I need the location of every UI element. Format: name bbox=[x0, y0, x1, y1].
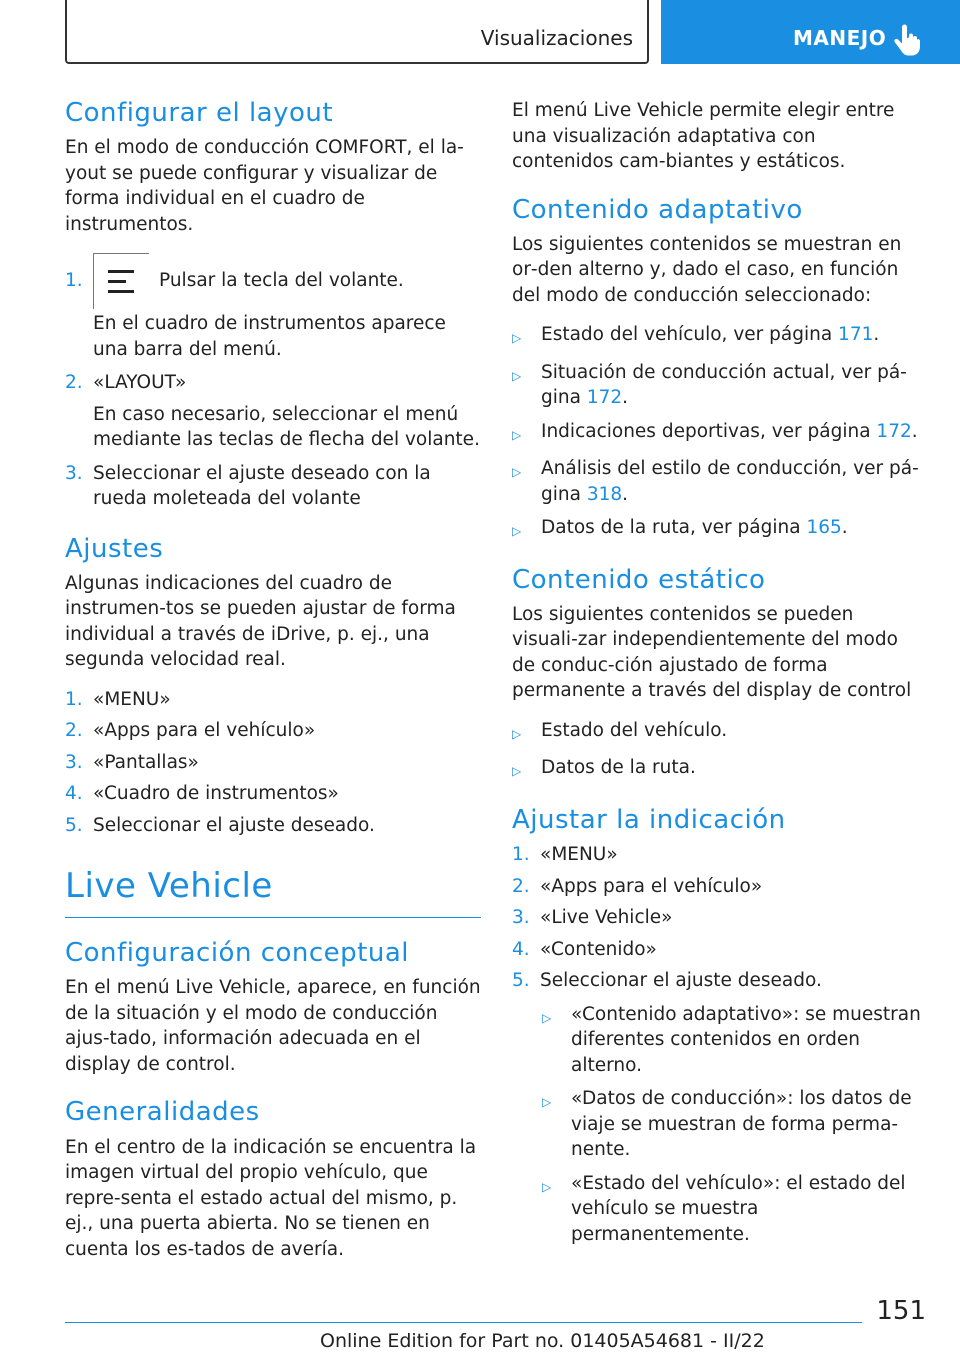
step-number: 3. bbox=[512, 907, 530, 929]
header-section-label: Visualizaciones bbox=[480, 26, 633, 50]
list-item bbox=[65, 750, 481, 776]
section-title-layout: Configurar el layout bbox=[65, 98, 334, 128]
step-number: 5. bbox=[512, 970, 530, 992]
step-number: 2. bbox=[65, 372, 83, 394]
step-number: 1. bbox=[65, 688, 83, 710]
list-item bbox=[65, 813, 481, 839]
item-text: Análisis del estilo de conducción, ver pá‐gina bbox=[541, 458, 919, 505]
general-text: En el centro de la indicación se encuentra la imagen virtual del propio vehículo, que repre‐senta el estado actual del mismo, p. ej., una puerta abierta. No se tienen en cuenta los es‐tados de avería. bbox=[65, 1136, 477, 1260]
header-chapter-label: MANEJO bbox=[793, 26, 887, 50]
page-link[interactable]: 172 bbox=[876, 420, 912, 442]
section-title-general: Generalidades bbox=[65, 1097, 260, 1128]
left-column bbox=[65, 98, 481, 1262]
option-text: «Contenido adaptativo»: se muestran diferentes contenidos en orden alterno. bbox=[571, 1003, 921, 1076]
menu-button-icon bbox=[93, 253, 149, 309]
list-item: ▷ Indicaciones deportivas, ver página 172. bbox=[512, 419, 922, 449]
list-item bbox=[65, 687, 481, 713]
chapter-title-live-vehicle: Live Vehicle bbox=[65, 866, 481, 918]
page-number: 151 bbox=[876, 1296, 926, 1326]
triangle-bullet-icon: ▷ bbox=[512, 368, 522, 383]
list-item bbox=[65, 461, 481, 512]
list-item bbox=[512, 718, 922, 748]
list-item bbox=[65, 311, 481, 362]
item-text: Datos de la ruta, ver página bbox=[541, 517, 807, 539]
list-item bbox=[512, 842, 922, 868]
list-item bbox=[512, 905, 922, 931]
footer-edition: Online Edition for Part no. 01405A54681 - II/22 bbox=[320, 1330, 765, 1352]
header-chapter-tab bbox=[661, 0, 960, 64]
triangle-bullet-icon: ▷ bbox=[542, 1179, 552, 1194]
ajustes-text: Algunas indicaciones del cuadro de instrumen‐tos se pueden ajustar de forma individual a través de iDrive, p. ej., una segunda velocidad real. bbox=[65, 572, 456, 671]
step-text: «Apps para el vehículo» bbox=[540, 875, 763, 897]
section-title-static: Contenido estático bbox=[512, 564, 766, 595]
footer-divider bbox=[65, 1322, 862, 1323]
step-number: 4. bbox=[512, 938, 530, 960]
page-link[interactable]: 172 bbox=[586, 387, 623, 409]
step-text: Seleccionar el ajuste deseado. bbox=[93, 814, 375, 836]
triangle-bullet-icon: ▷ bbox=[512, 726, 522, 741]
list-item bbox=[512, 968, 922, 994]
step-subtext: En caso necesario, seleccionar el menú mediante las teclas de flecha del volante. bbox=[93, 403, 480, 451]
list-item bbox=[512, 874, 922, 900]
step-text: Seleccionar el ajuste deseado. bbox=[540, 970, 822, 992]
step-text: «Cuadro de instrumentos» bbox=[93, 783, 339, 805]
option-text: «Datos de conducción»: los datos de viaje se muestran de forma perma‐nente. bbox=[571, 1088, 912, 1161]
ajustes-steps bbox=[65, 687, 481, 839]
list-item bbox=[512, 755, 922, 785]
section-title-adaptive: Contenido adaptativo bbox=[512, 194, 803, 225]
step-text: «LAYOUT» bbox=[93, 372, 187, 394]
triangle-bullet-icon: ▷ bbox=[512, 524, 522, 539]
page-link[interactable]: 165 bbox=[806, 517, 842, 539]
right-column bbox=[512, 98, 922, 1247]
static-items bbox=[512, 718, 922, 785]
hand-steering-icon bbox=[893, 24, 921, 56]
step-number: 4. bbox=[65, 783, 83, 805]
step-text: «Apps para el vehículo» bbox=[93, 720, 316, 742]
triangle-bullet-icon: ▷ bbox=[512, 465, 522, 480]
triangle-bullet-icon: ▷ bbox=[542, 1010, 552, 1025]
adaptive-items bbox=[512, 322, 922, 545]
step-number: 5. bbox=[65, 814, 83, 836]
list-item bbox=[542, 1002, 922, 1079]
item-text: Indicaciones deportivas, ver página bbox=[541, 420, 877, 442]
step-text: «Contenido» bbox=[540, 938, 657, 960]
triangle-bullet-icon: ▷ bbox=[512, 427, 522, 442]
section-title-adjust: Ajustar la indicación bbox=[512, 804, 786, 835]
list-item: ▷ Análisis del estilo de conducción, ver pá‐gina 318. bbox=[512, 456, 922, 507]
step-number: 1. bbox=[512, 844, 530, 866]
list-item bbox=[512, 937, 922, 963]
page-link[interactable]: 171 bbox=[838, 324, 874, 346]
step-number: 3. bbox=[65, 751, 83, 773]
adjust-options bbox=[542, 1002, 922, 1248]
layout-steps bbox=[65, 253, 481, 512]
step-text: Pulsar la tecla del volante. bbox=[159, 270, 404, 292]
step-number: 2. bbox=[512, 875, 530, 897]
step-subtext: En el cuadro de instrumentos aparece una barra del menú. bbox=[93, 313, 446, 360]
header-section-tab bbox=[65, 0, 649, 64]
step-number: 2. bbox=[65, 720, 83, 742]
list-item: ▷ Situación de conducción actual, ver pá‐gina 172. bbox=[512, 360, 922, 411]
list-item bbox=[542, 1171, 922, 1248]
step-number: 1. bbox=[65, 270, 83, 292]
triangle-bullet-icon: ▷ bbox=[542, 1095, 552, 1110]
step-number: 3. bbox=[65, 462, 83, 484]
triangle-bullet-icon: ▷ bbox=[512, 331, 522, 346]
list-item: ▷ Estado del vehículo, ver página 171. bbox=[512, 322, 922, 352]
page-link[interactable]: 318 bbox=[586, 483, 623, 505]
triangle-bullet-icon: ▷ bbox=[512, 764, 522, 779]
option-text: «Estado del vehículo»: el estado del vehículo se muestra permanentemente. bbox=[571, 1172, 906, 1245]
item-text: Estado del vehículo, ver página bbox=[541, 324, 839, 346]
item-text: Datos de la ruta. bbox=[541, 757, 696, 779]
step-text: Seleccionar el ajuste deseado con la rueda moleteada del volante bbox=[93, 462, 431, 510]
list-item bbox=[65, 253, 481, 309]
list-item bbox=[65, 402, 481, 453]
adaptive-text: Los siguientes contenidos se muestran en or‐den alterno y, dado el caso, en función del modo de conducción seleccionado: bbox=[512, 233, 902, 306]
list-item bbox=[542, 1086, 922, 1163]
concept-text: En el menú Live Vehicle, aparece, en función de la situación y el modo de conducción ajus‐tado, información adecuada en el display de control. bbox=[65, 977, 481, 1075]
section-title-concept: Configuración conceptual bbox=[65, 938, 409, 969]
static-text: Los siguientes contenidos se pueden visuali‐zar independientemente del modo de conduc‐ción ajustado de forma permanente a través del display de control bbox=[512, 603, 912, 702]
layout-text: En el modo de conducción COMFORT, el la‐yout se puede configurar y visualizar de forma individual en el cuadro de instrumentos. bbox=[65, 137, 464, 235]
step-text: «MENU» bbox=[93, 688, 171, 710]
step-text: «Live Vehicle» bbox=[540, 907, 673, 929]
live-vehicle-intro: El menú Live Vehicle permite elegir entre una visualización adaptativa con contenidos cam‐biantes y estáticos. bbox=[512, 100, 895, 172]
list-item bbox=[65, 718, 481, 744]
step-text: «Pantallas» bbox=[93, 751, 199, 773]
list-item: ▷ Datos de la ruta, ver página 165. bbox=[512, 515, 922, 545]
item-text: Estado del vehículo. bbox=[541, 719, 728, 741]
list-item bbox=[65, 781, 481, 807]
step-text: «MENU» bbox=[540, 844, 618, 866]
section-title-ajustes: Ajustes bbox=[65, 533, 164, 564]
list-item bbox=[65, 370, 481, 396]
item-text: Situación de conducción actual, ver pá‐gina bbox=[541, 361, 907, 409]
adjust-steps bbox=[512, 842, 922, 994]
